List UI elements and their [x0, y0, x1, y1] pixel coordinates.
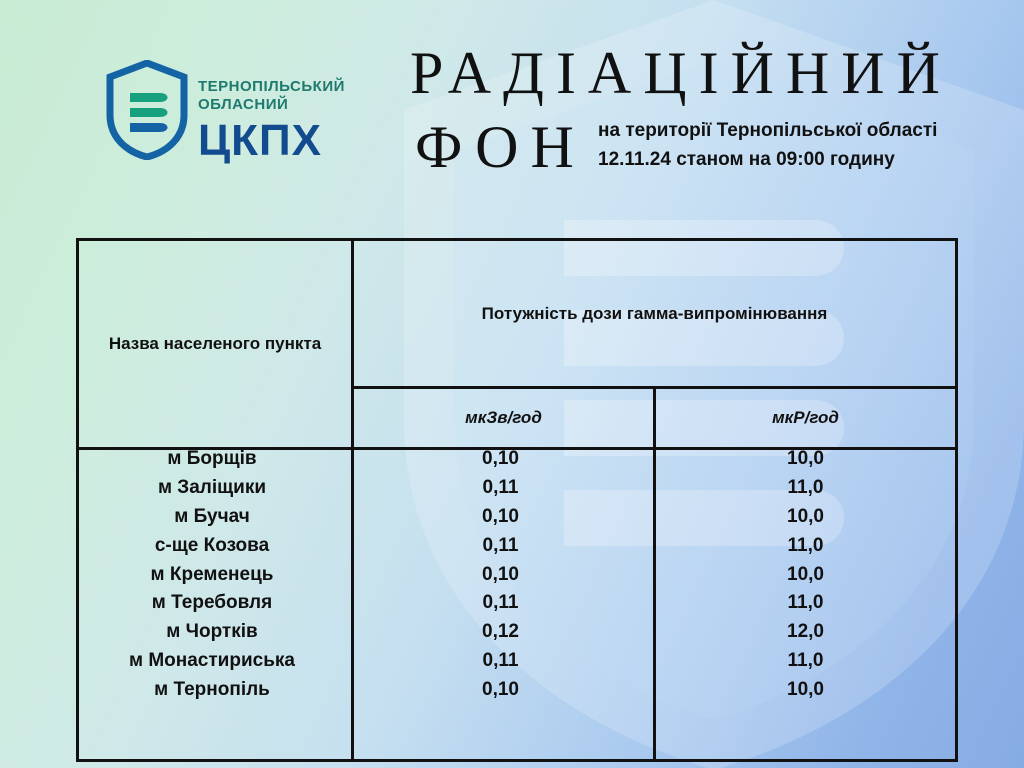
cell-dose-msv: 0,12 — [482, 621, 519, 643]
header-cell-locality: Назва населеного пункта — [78, 240, 353, 449]
table-row — [76, 675, 958, 704]
cell-dose-mkr: 10,0 — [787, 678, 824, 700]
table-header-row — [78, 240, 957, 388]
table-row — [76, 531, 958, 560]
logo-org-name — [198, 78, 345, 114]
header-cell-dose-power: Потужність дози гамма-випромінювання — [353, 240, 957, 388]
logo-org-line1: ТЕРНОПІЛЬСЬКИЙ — [198, 78, 345, 95]
page-title-line1: РАДІАЦІЙНИЙ — [410, 40, 952, 106]
cell-dose-msv: 0,10 — [482, 563, 519, 585]
shield-icon — [104, 60, 190, 160]
cell-dose-mkr: 11,0 — [787, 477, 824, 499]
cell-dose-mkr: 10,0 — [787, 563, 824, 585]
unit-cell-mkr: мкР/год — [655, 388, 957, 449]
table-rows — [76, 445, 958, 704]
cell-dose-mkr: 11,0 — [787, 592, 824, 614]
logo — [104, 60, 414, 170]
cell-dose-msv: 0,10 — [482, 448, 519, 470]
table-row — [76, 560, 958, 589]
cell-dose-mkr: 11,0 — [787, 534, 824, 556]
cell-locality: м Кременець — [150, 563, 274, 585]
cell-locality: с-ще Козова — [154, 534, 270, 556]
logo-org-line2: ОБЛАСНИЙ — [198, 96, 289, 113]
cell-locality: м Монастириська — [129, 649, 295, 671]
cell-dose-mkr: 10,0 — [787, 448, 824, 470]
cell-locality: м Тернопіль — [154, 678, 270, 700]
cell-locality: м Заліщики — [157, 477, 267, 499]
page-title-line2: ФОН — [415, 114, 586, 180]
unit-cell-msv: мкЗв/год — [353, 388, 655, 449]
table-row — [76, 503, 958, 532]
cell-dose-msv: 0,11 — [482, 477, 519, 499]
cell-dose-mkr: 10,0 — [787, 505, 824, 527]
table-row — [76, 445, 958, 474]
cell-locality: м Бучач — [174, 505, 250, 527]
table-row — [76, 618, 958, 647]
cell-locality: м Теребовля — [151, 592, 273, 614]
cell-dose-msv: 0,11 — [482, 649, 519, 671]
cell-dose-mkr: 11,0 — [787, 649, 824, 671]
table-row — [76, 589, 958, 618]
table-row — [76, 647, 958, 676]
cell-dose-msv: 0,10 — [482, 678, 519, 700]
cell-locality: м Чортків — [166, 621, 258, 643]
cell-dose-mkr: 12,0 — [787, 621, 824, 643]
cell-dose-msv: 0,10 — [482, 505, 519, 527]
page-subtitle: на території Тернопільської області 12.11.24 станом на 09:00 годину — [598, 120, 938, 170]
cell-dose-msv: 0,11 — [482, 534, 519, 556]
logo-abbreviation: ЦКПХ — [198, 116, 322, 165]
table-row — [76, 474, 958, 503]
cell-dose-msv: 0,11 — [482, 592, 519, 614]
cell-locality: м Борщів — [167, 448, 257, 470]
